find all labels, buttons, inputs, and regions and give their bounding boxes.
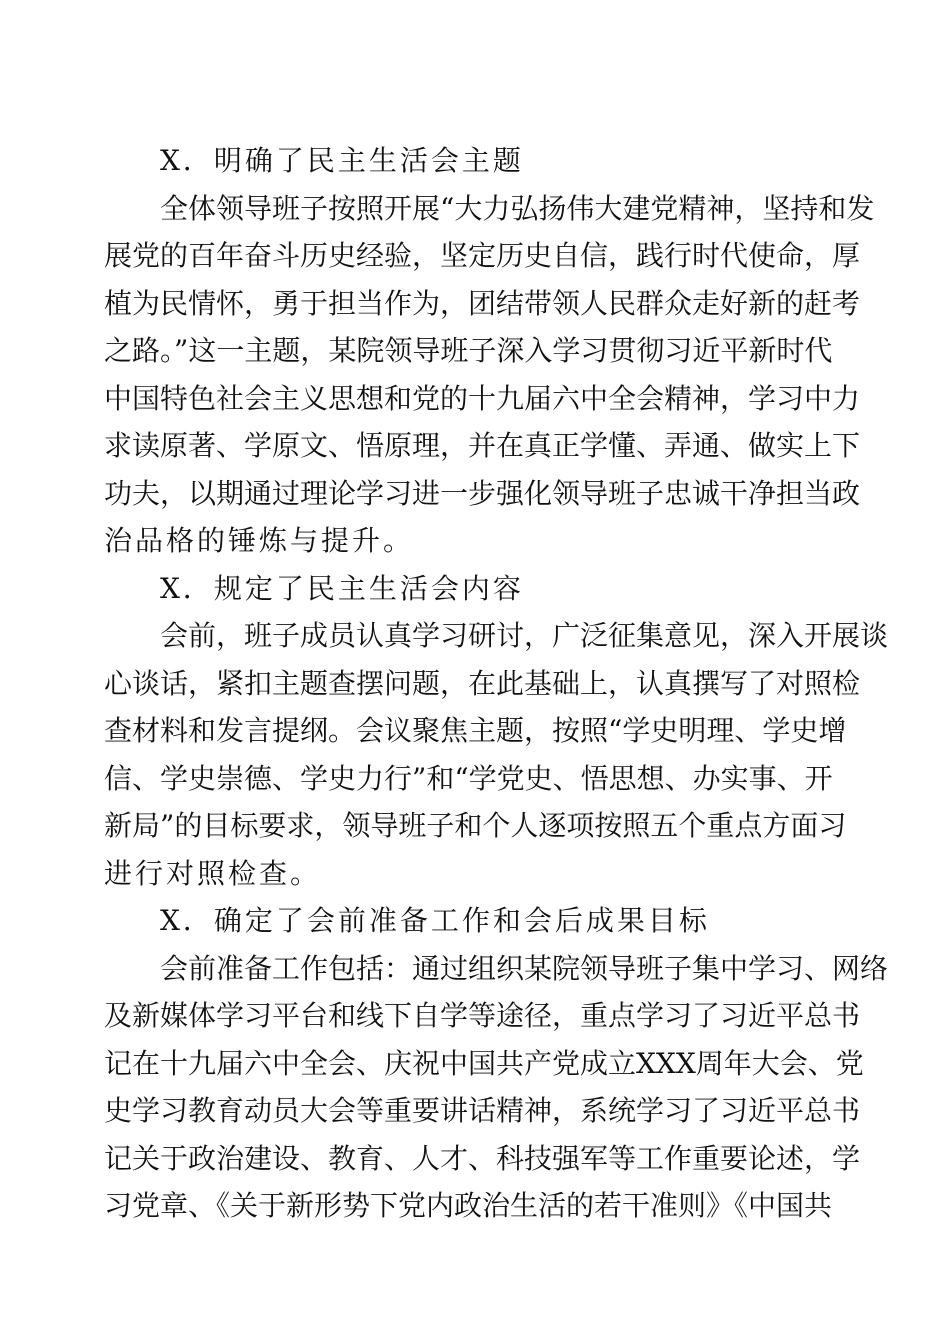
section-preparation: [104, 897, 889, 1230]
paragraph-line: 新局”的目标要求，领导班子和个人逐项按照五个重点方面习: [104, 809, 847, 842]
paragraph-line: 查材料和发言提纲。会议聚焦主题，按照“学史明理、学史增: [104, 714, 847, 747]
document-body: [104, 137, 889, 1230]
paragraph-line: 记关于政治建设、教育、人才、科技强军等工作重要论述，学: [104, 1141, 861, 1175]
paragraph-line: 全体领导班子按照开展“大力弘扬伟大建党精神，坚持和发: [160, 191, 875, 225]
paragraph-line: 之路。”这一主题，某院领导班子深入学习贯彻习近平新时代: [104, 334, 833, 367]
section-heading: X．明确了民主生活会主题: [160, 144, 524, 177]
paragraph-line: 进行对照检查。: [104, 856, 322, 890]
section-content: [104, 565, 889, 898]
paragraph-line: 习党章、《关于新形势下党内政治生活的若干准则》《中国共: [104, 1189, 833, 1222]
paragraph-line: 求读原著、学原文、悟原理，并在真正学懂、弄通、做实上下: [104, 429, 861, 462]
paragraph-line: 展党的百年奋斗历史经验，坚定历史自信，践行时代使命，厚: [104, 239, 861, 272]
paragraph-line: 功夫，以期通过理论学习进一步强化领导班子忠诚干净担当政: [104, 476, 861, 510]
paragraph-line: 治品格的锤炼与提升。: [104, 524, 415, 557]
paragraph-line: 记在十九届六中全会、庆祝中国共产党成立XXX周年大会、党: [104, 1046, 864, 1080]
paragraph-line: 及新媒体学习平台和线下自学等途径，重点学习了习近平总书: [104, 999, 861, 1032]
paragraph-line: 植为民情怀，勇于担当作为，团结带领人民群众走好新的赶考: [104, 286, 861, 320]
section-theme: [104, 137, 875, 565]
paragraph-line: 心谈话，紧扣主题查摆问题，在此基础上，认真撰写了对照检: [104, 666, 861, 700]
paragraph-line: 史学习教育动员大会等重要讲话精神，系统学习了习近平总书: [104, 1094, 861, 1127]
paragraph-line: 会前准备工作包括：通过组织某院领导班子集中学习、网络: [160, 951, 889, 985]
paragraph-line: 中国特色社会主义思想和党的十九届六中全会精神，学习中力: [104, 381, 861, 415]
section-heading: X．规定了民主生活会内容: [160, 571, 524, 605]
paragraph-line: 会前，班子成员认真学习研讨，广泛征集意见，深入开展谈: [160, 619, 889, 652]
paragraph-line: 信、学史崇德、学史力行”和“学党史、悟思想、办实事、开: [104, 761, 833, 795]
section-heading: X．确定了会前准备工作和会后成果目标: [160, 904, 710, 937]
